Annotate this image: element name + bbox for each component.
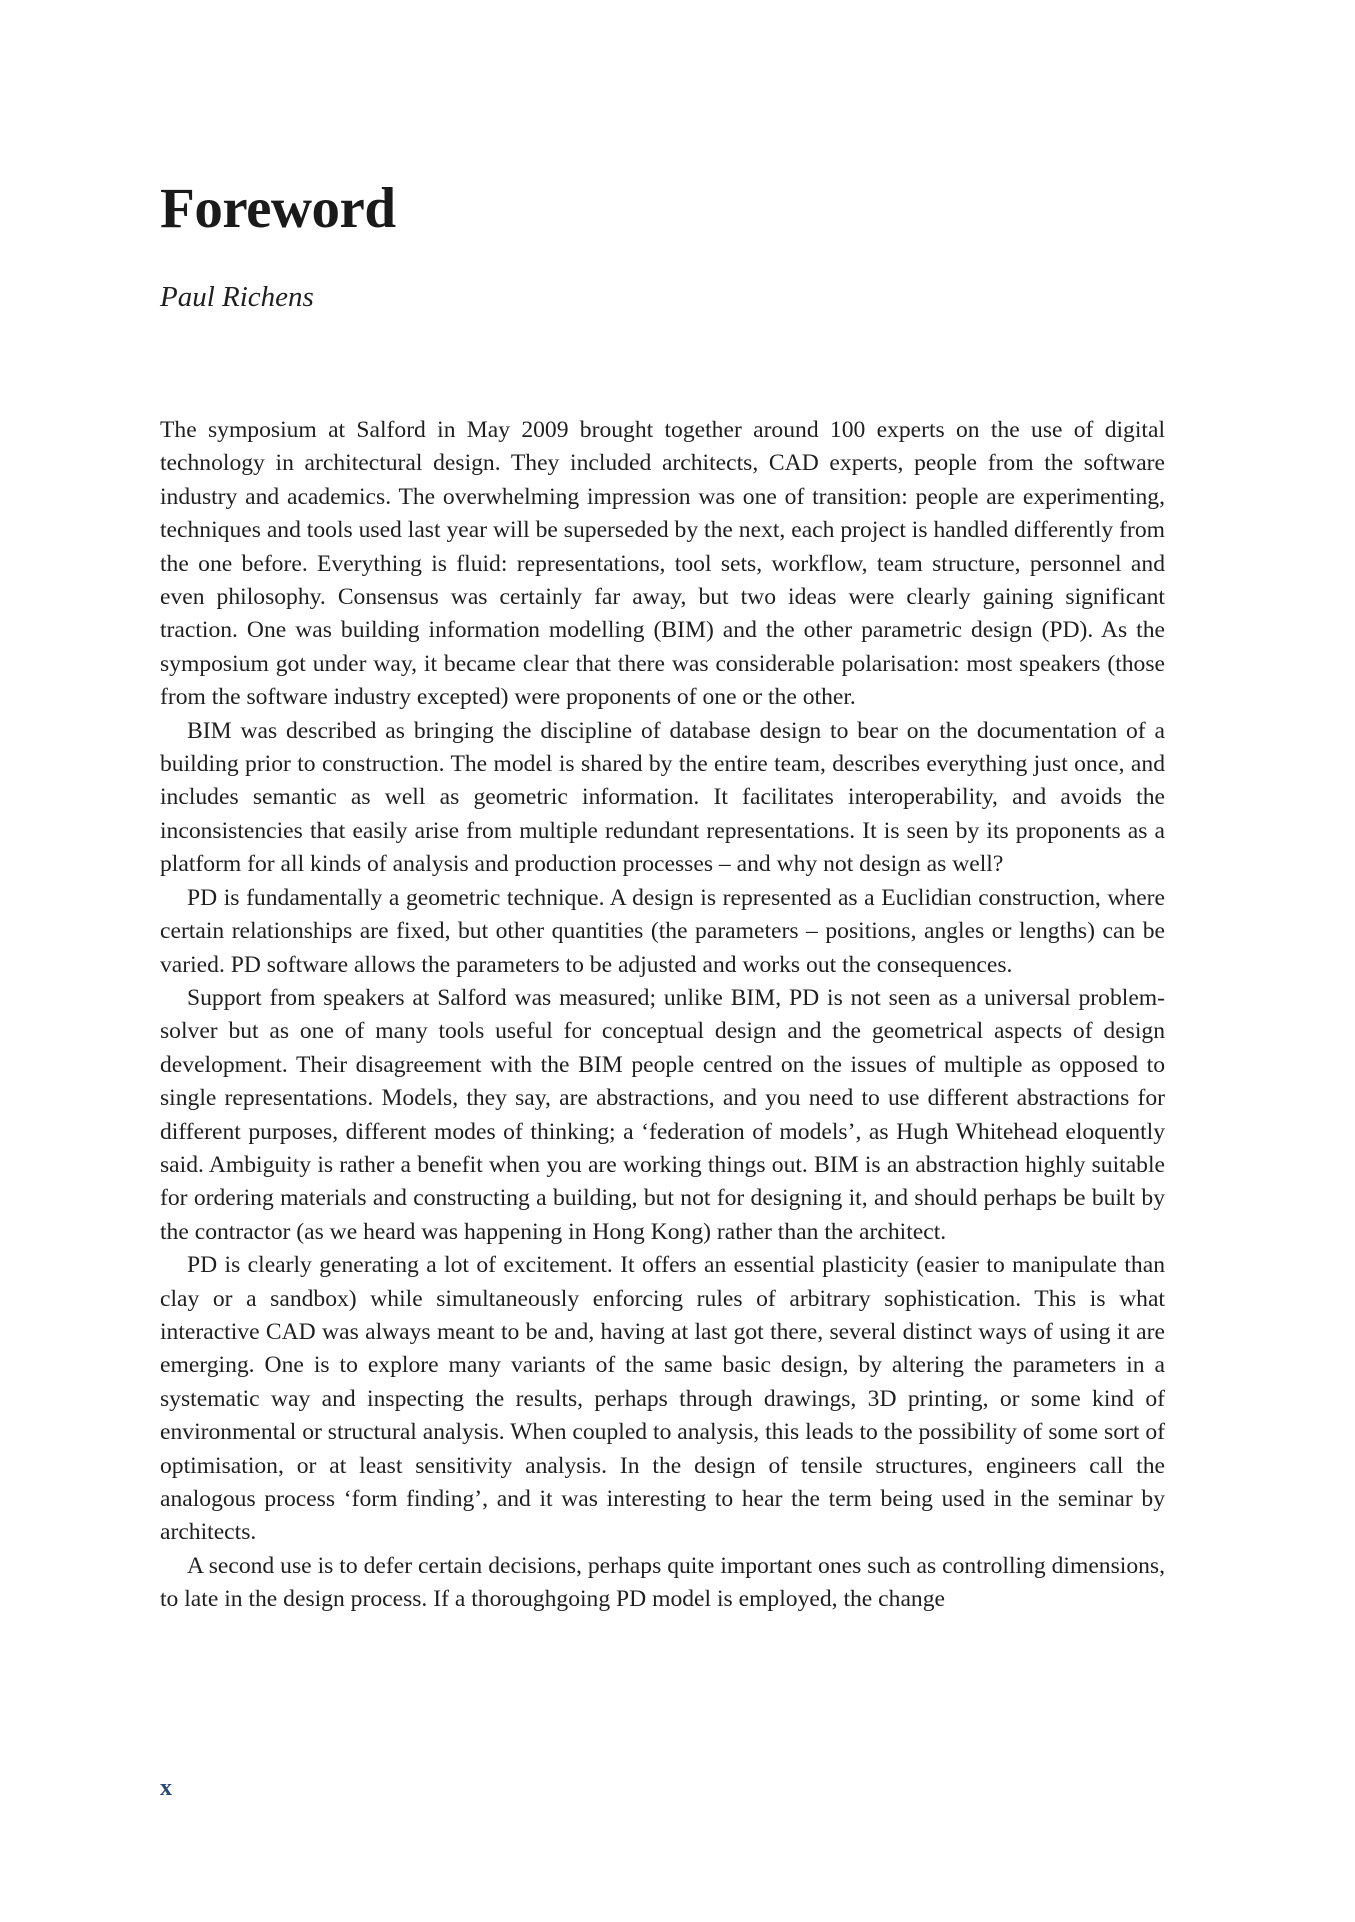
chapter-author: Paul Richens bbox=[160, 281, 314, 313]
body-text bbox=[160, 414, 1165, 1617]
paragraph-4: Support from speakers at Salford was measured; unlike BIM, PD is not seen as a universal problem-solver but as one of many tools useful for conceptual design and the geometrical aspects of design development. Their disagreement with the BIM people centred on the issues of multiple as opposed to single representations. Models, they say, are abstractions, and you need to use different abstractions for different purposes, different modes of thinking; a ‘federation of models’, as Hugh Whitehead eloquently said. Ambiguity is rather a benefit when you are working things out. BIM is an abstraction highly suitable for ordering materials and constructing a building, but not for designing it, and should perhaps be built by the contractor (as we heard was happening in Hong Kong) rather than the architect. bbox=[160, 984, 1165, 1245]
paragraph-5: PD is clearly generating a lot of excitement. It offers an essential plasticity (easier to manipulate than clay or a sandbox) while simultaneously enforcing rules of arbitrary sophistication. This is what interactive CAD was always meant to be and, having at last got there, several distinct ways of using it are emerging. One is to explore many variants of the same basic design, by altering the parameters in a systematic way and inspecting the results, perhaps through drawings, 3D printing, or some kind of environmental or structural analysis. When coupled to analysis, this leads to the possibility of some sort of optimisation, or at least sensitivity analysis. In the design of tensile structures, engineers call the analogous process ‘form finding’, and it was interesting to hear the term being used in the seminar by architects. bbox=[160, 1252, 1165, 1546]
page-number: x bbox=[160, 1775, 172, 1801]
paragraph-3: PD is fundamentally a geometric technique. A design is represented as a Euclidian construction, where certain relationships are fixed, but other quantities (the parameters – positions, angles or lengths) can be varied. PD software allows the parameters to be adjusted and works out the consequences. bbox=[160, 884, 1165, 978]
paragraph-1: The symposium at Salford in May 2009 brought together around 100 experts on the use of digital technology in architectural design. They included architects, CAD experts, people from the software industry and academics. The overwhelming impression was one of transition: people are experimenting, techniques and tools used last year will be superseded by the next, each project is handled differently from the one before. Everything is fluid: representations, tool sets, workflow, team structure, personnel and even philosophy. Consensus was certainly far away, but two ideas were clearly gaining significant traction. One was building information modelling (BIM) and the other parametric design (PD). As the symposium got under way, it became clear that there was considerable polarisation: most speakers (those from the software industry excepted) were proponents of one or the other. bbox=[160, 417, 1165, 711]
chapter-title: Foreword bbox=[160, 177, 396, 240]
paragraph-6: A second use is to defer certain decisions, perhaps quite important ones such as controlling dimensions, to late in the design process. If a thoroughgoing PD model is employed, the change bbox=[160, 1552, 1165, 1613]
paragraph-2: BIM was described as bringing the discipline of database design to bear on the documentation of a building prior to construction. The model is shared by the entire team, describes everything just once, and includes semantic as well as geometric information. It facilitates interoperability, and avoids the inconsistencies that easily arise from multiple redundant representations. It is seen by its proponents as a platform for all kinds of analysis and production processes – and why not design as well? bbox=[160, 717, 1165, 878]
